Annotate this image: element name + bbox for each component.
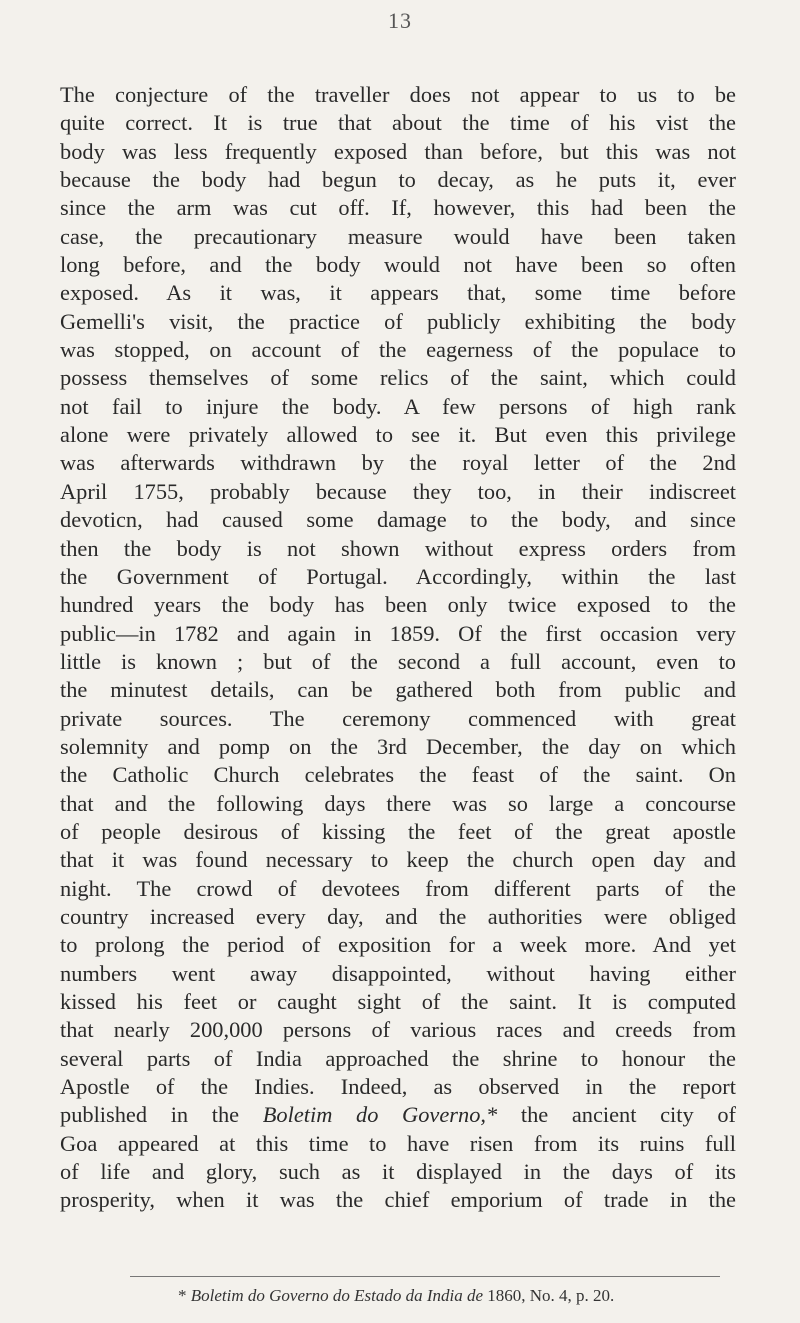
text-line: Gemelli's visit, the practice of publicly exhibiting the body	[60, 308, 736, 334]
footnote-title: Boletim do Governo do Estado da India de	[190, 1286, 484, 1305]
footnote	[178, 1285, 738, 1307]
text-line: April 1755, probably because they too, in their indiscreet	[60, 478, 736, 504]
text-line: alone were privately allowed to see it. But even this privilege	[60, 422, 736, 448]
text-line: that and the following days there was so large a concourse	[60, 790, 736, 816]
text-line: devoticn, had caused some damage to the body, and since	[60, 507, 736, 533]
text-line: numbers went away disappointed, without having either	[60, 960, 736, 986]
text-line: possess themselves of some relics of the saint, which could	[60, 365, 736, 391]
text-line: prosperity, when it was the chief emporium of trade in the	[60, 1187, 736, 1213]
text-line: of life and glory, such as it displayed in the days of its	[60, 1159, 736, 1185]
italic-publication-title: Boletim do Governo,*	[262, 1102, 498, 1128]
text-line: was afterwards withdrawn by the royal letter of the 2nd	[60, 450, 736, 476]
text-line: that nearly 200,000 persons of various races and creeds from	[60, 1017, 736, 1043]
body-text	[60, 81, 736, 1215]
text-line: not fail to injure the body. A few persons of high rank	[60, 393, 736, 419]
text-line: the Government of Portugal. Accordingly, within the last	[60, 563, 736, 589]
text-line: kissed his feet or caught sight of the saint. It is computed	[60, 989, 736, 1014]
text-line: private sources. The ceremony commenced with great	[60, 705, 736, 731]
page-number: 13	[388, 8, 412, 33]
text-line: quite correct. It is true that about the time of his vist the	[60, 110, 736, 136]
text-line: solemnity and pomp on the 3rd December, the day on which	[60, 733, 736, 759]
text-line: body was less frequently exposed than before, but this was not	[60, 138, 736, 164]
text-line: exposed. As it was, it appears that, some time before	[60, 280, 736, 306]
text-line: little is known ; but of the second a full account, even to	[60, 648, 736, 674]
footnote-marker: *	[178, 1286, 187, 1305]
text-line: that it was found necessary to keep the church open day and	[60, 847, 736, 873]
text-line: hundred years the body has been only twice exposed to the	[60, 592, 736, 618]
text-line: Goa appeared at this time to have risen from its ruins full	[60, 1130, 736, 1156]
text-segment: the ancient city of	[520, 1102, 736, 1128]
text-line: the minutest details, can be gathered both from public and	[60, 677, 736, 703]
text-line: Apostle of the Indies. Indeed, as observed in the report	[60, 1074, 736, 1100]
text-line: public—in 1782 and again in 1859. Of the first occasion very	[60, 620, 736, 646]
text-line: the Catholic Church celebrates the feast of the saint. On	[60, 762, 736, 788]
text-line: to prolong the period of exposition for a week more. And yet	[60, 932, 736, 958]
text-line: then the body is not shown without express orders from	[60, 535, 736, 561]
text-line: night. The crowd of devotees from different parts of the	[60, 875, 736, 901]
footnote-citation: 1860, No. 4, p. 20.	[487, 1286, 615, 1305]
text-line: The conjecture of the traveller does not appear to us to be	[60, 82, 736, 107]
text-line: of people desirous of kissing the feet of the great apostle	[60, 818, 736, 844]
text-line-with-title	[60, 1101, 736, 1129]
text-line: because the body had begun to decay, as he puts it, ever	[60, 167, 736, 193]
text-line: since the arm was cut off. If, however, this had been the	[60, 195, 736, 221]
footnote-divider	[130, 1276, 720, 1277]
text-line: long before, and the body would not have been so often	[60, 252, 736, 278]
text-line: country increased every day, and the authorities were obliged	[60, 903, 736, 929]
text-segment: published in the	[60, 1102, 240, 1128]
text-line: several parts of India approached the shrine to honour the	[60, 1045, 736, 1071]
text-line: was stopped, on account of the eagerness of the populace to	[60, 337, 736, 363]
text-line: case, the precautionary measure would have been taken	[60, 223, 736, 249]
